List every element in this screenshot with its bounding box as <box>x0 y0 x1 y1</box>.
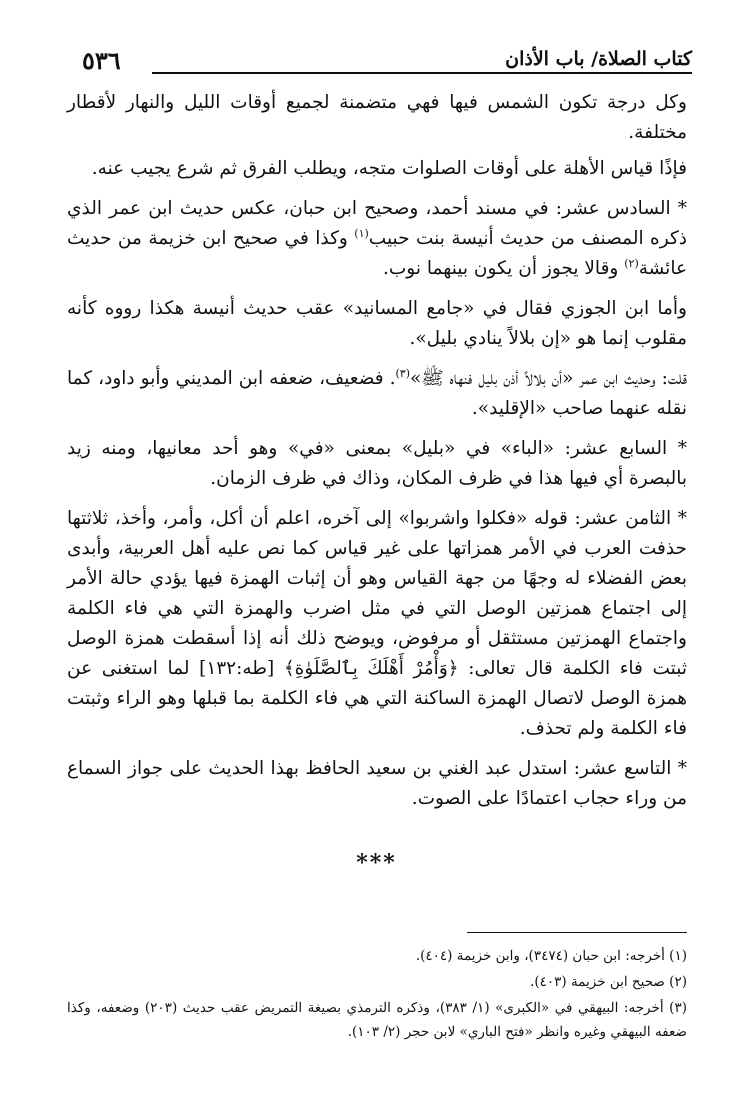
paragraph-qultu <box>67 364 687 424</box>
page-number: ٥٣٦ <box>82 46 121 75</box>
paragraph-eighteenth: * الثامن عشر: قوله «فكلوا واشربوا» إلى آخره، اعلم أن أكل، وأمر، وأخذ، ثلاثتها حذفت العرب في الأمر همزاتها على غير قياس كما نص عليه أهل العربية، وأبدى بعض الفضلاء له وجهًا من جهة القياس وهو أن إثبات الهمزة فيها يؤدي حالة الأمر إلى اجتماع همزتين الوصل التي في مثل اضرب والهمزة التي هي فاء الكلمة واجتماع الهمزتين مستثقل أو مرفوض، ويوضح ذلك أنه إذا أسقطت همزة الوصل ثبتت فاء الكلمة قال تعالى: ﴿وَأْمُرْ أَهْلَكَ بِٱلصَّلَوٰةِ﴾ [طه:١٣٢] لما استغنى عن همزة الوصل لاتصال الهمزة الساكنة التي هي فاء الكلمة بما قبلها وهو الراء وثبتت فاء الكلمة ولم تحذف. <box>67 508 687 739</box>
paragraph-segment: * السادس عشر: في مسند أحمد، وصحيح ابن حبان، عكس حديث ابن عمر الذي ذكره المصنف من حديث أنيسة بنت حبيب <box>67 198 687 249</box>
section-separator: *** <box>356 850 397 876</box>
running-title: كتاب الصلاة/ باب الأذان <box>505 48 692 70</box>
paragraph-segment: . فضعيف، ضعفه ابن المديني وأبو داود، كما نقله عنهما صاحب «الإقليد». <box>67 368 687 419</box>
header-rule <box>152 72 692 74</box>
paragraph: فإذًا قياس الأهلة على أوقات الصلوات متجه، ويطلب الفرق ثم شرع يجيب عنه. <box>91 158 687 179</box>
paragraph-segment: وقالا يجوز أن يكون بينهما نوب. <box>382 258 625 279</box>
footnote: (١) أخرجه: ابن حبان (٣٤٧٤)، وابن خزيمة (٤٠٤). <box>415 948 687 964</box>
footnote-ref[interactable]: (٣) <box>395 366 410 380</box>
footnote-ref[interactable]: (٢) <box>624 256 639 270</box>
paragraph-sixteenth <box>67 194 687 284</box>
page-header <box>82 44 692 84</box>
paragraph: وكل درجة تكون الشمس فيها فهي متضمنة لجميع أوقات الليل والنهار لأقطار مختلفة. <box>67 92 687 143</box>
paragraph: وأما ابن الجوزي فقال في «جامع المسانيد» عقب حديث أنيسة هكذا رووه كأنه مقلوب إنما هو «إن بلالاً ينادي بليل». <box>67 298 687 349</box>
paragraph-segment: وكذا في صحيح ابن خزيمة من حديث عائشة <box>67 228 687 279</box>
footnotes <box>67 944 687 1046</box>
footnote-ref[interactable]: (١) <box>354 226 369 240</box>
paragraph-nineteenth: * التاسع عشر: استدل عبد الغني بن سعيد الحافظ بهذا الحديث على جواز السماع من وراء حجاب اعتمادًا على الصوت. <box>67 758 687 809</box>
footnote-rule <box>467 932 687 933</box>
footnote: (٢) صحيح ابن خزيمة (٤٠٣). <box>530 974 687 990</box>
main-text <box>67 88 687 824</box>
paragraph-segment: قلت: وحديث ابن عمر «أن بلالاً أذن بليل فنهاه ﷺ» <box>410 368 687 389</box>
paragraph-seventeenth: * السابع عشر: «الباء» في «بليل» بمعنى «في» وهو أحد معانيها، ومنه زيد بالبصرة أي فيها هذا في ظرف المكان، وذاك في ظرف الزمان. <box>67 438 687 489</box>
footnote: (٣) أخرجه: البيهقي في «الكبرى» (١/ ٣٨٣)، وذكره الترمذي بصيغة التمريض عقب حديث (٢٠٣) وضعفه، وكذا ضعفه البيهقي وغيره وانظر «فتح الباري» لابن حجر (٢/ ١٠٣). <box>67 1000 687 1040</box>
